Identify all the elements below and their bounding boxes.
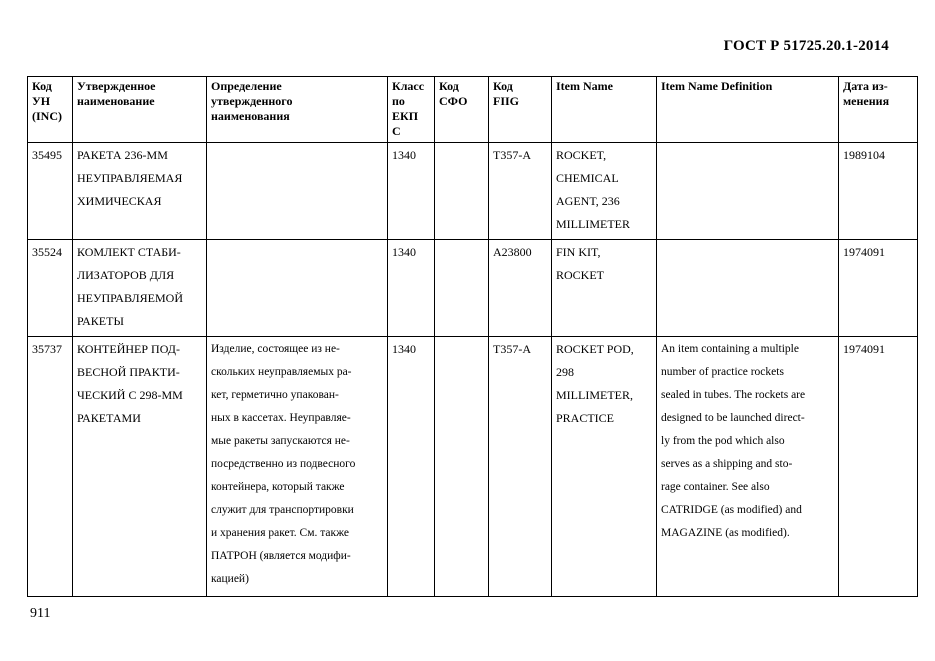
cell-item-name: FIN KIT, ROCKET (552, 240, 657, 337)
cell-approved-name-definition (207, 143, 388, 240)
cell-class: 1340 (388, 337, 435, 597)
cell-approved-name-definition (207, 240, 388, 337)
cell-fiig-code: A23800 (489, 240, 552, 337)
cell-fiig-code: T357-A (489, 337, 552, 597)
cell-class: 1340 (388, 240, 435, 337)
cell-sfo-code (435, 240, 489, 337)
cell-item-name-definition (657, 143, 839, 240)
header-approved-name: Утвержденное наименование (73, 77, 207, 143)
header-sfo-code: Код СФО (435, 77, 489, 143)
cell-item-name-definition: An item containing a multiple number of practice rockets sealed in tubes. The rockets are designed to be launched direct- ly from the pod which also serves as a shipping and sto- rage container. See also CATRIDGE (as modified) and MAGAZINE (as modified). (657, 337, 839, 597)
table-header-row (28, 77, 918, 143)
header-change-date: Дата из- менения (839, 77, 918, 143)
table-row (28, 143, 918, 240)
header-fiig-code: Код FIIG (489, 77, 552, 143)
cell-class: 1340 (388, 143, 435, 240)
cell-change-date: 1974091 (839, 240, 918, 337)
cell-item-name: ROCKET POD, 298 MILLIMETER, PRACTICE (552, 337, 657, 597)
header-item-name-definition: Item Name Definition (657, 77, 839, 143)
cell-approved-name: КОМЛЕКТ СТАБИ- ЛИЗАТОРОВ ДЛЯ НЕУПРАВЛЯЕМОЙ РАКЕТЫ (73, 240, 207, 337)
cell-approved-name: КОНТЕЙНЕР ПОД- ВЕСНОЙ ПРАКТИ- ЧЕСКИЙ С 298-ММ РАКЕТАМИ (73, 337, 207, 597)
classification-table (27, 76, 918, 597)
cell-approved-name-definition: Изделие, состоящее из не- скольких неуправляемых ра- кет, герметично упакован- ных в кассетах. Неуправляе- мые ракеты запускаются не- посредственно из подвесного контейнера, который также служит для транспортировки и хранения ракет. См. также ПАТРОН (является модифи- кацией) (207, 337, 388, 597)
cell-sfo-code (435, 143, 489, 240)
cell-approved-name: РАКЕТА 236-ММ НЕУПРАВЛЯЕМАЯ ХИМИЧЕСКАЯ (73, 143, 207, 240)
header-class: Класс по ЕКП С (388, 77, 435, 143)
cell-code: 35737 (28, 337, 73, 597)
cell-item-name: ROCKET, CHEMICAL AGENT, 236 MILLIMETER (552, 143, 657, 240)
cell-sfo-code (435, 337, 489, 597)
cell-item-name-definition (657, 240, 839, 337)
header-approved-name-definition: Определение утвержденного наименования (207, 77, 388, 143)
document-code: ГОСТ Р 51725.20.1-2014 (723, 38, 889, 54)
header-item-name: Item Name (552, 77, 657, 143)
header-code: Код УН (INC) (28, 77, 73, 143)
cell-fiig-code: T357-A (489, 143, 552, 240)
cell-code: 35524 (28, 240, 73, 337)
cell-code: 35495 (28, 143, 73, 240)
cell-change-date: 1989104 (839, 143, 918, 240)
page-number: 911 (30, 606, 51, 621)
table-row (28, 240, 918, 337)
cell-change-date: 1974091 (839, 337, 918, 597)
table-row (28, 337, 918, 597)
